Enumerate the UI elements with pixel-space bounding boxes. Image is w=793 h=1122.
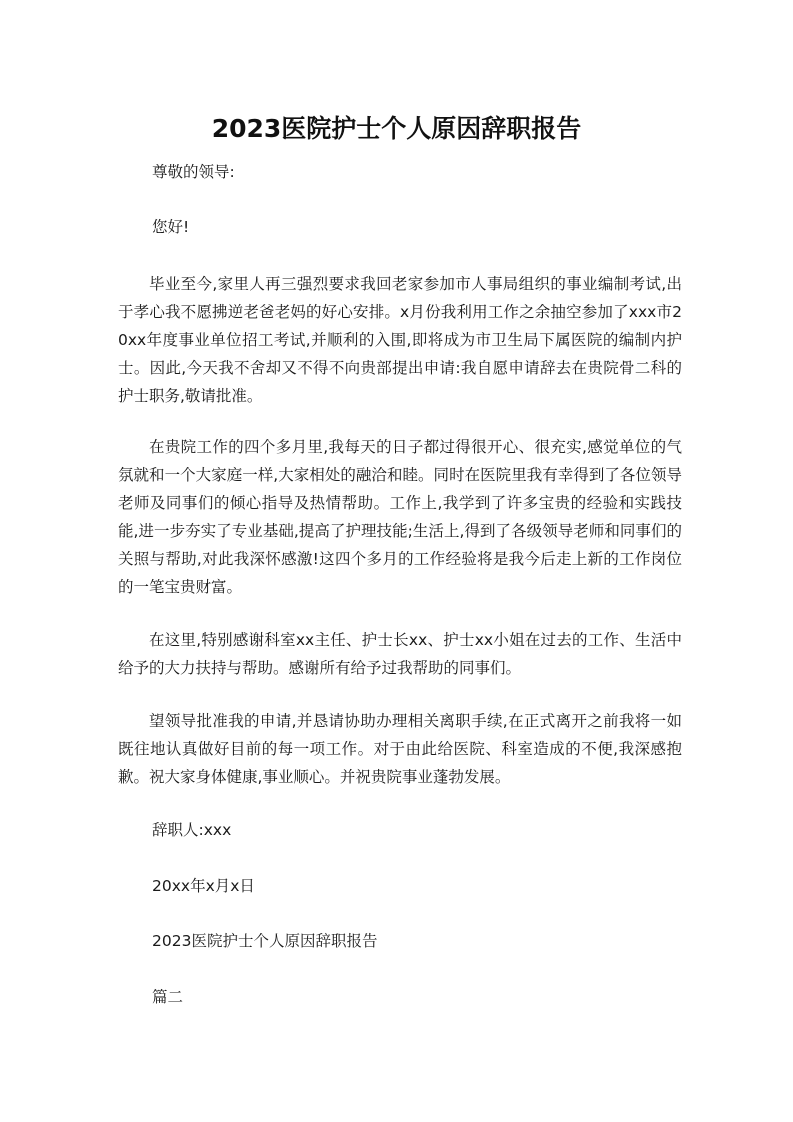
paragraph-2-block	[118, 433, 682, 601]
signature: 辞职人:xxx	[152, 821, 232, 839]
repeat-title-block	[118, 927, 682, 955]
paragraph: 在这里,特别感谢科室xx主任、护士长xx、护士xx小姐在过去的工作、生活中给予的大力扶持与帮助。感谢所有给予过我帮助的同事们。	[118, 631, 682, 677]
paragraph: 望领导批准我的申请,并恳请协助办理相关离职手续,在正式离开之前我将一如既往地认真做好目前的每一项工作。对于由此给医院、科室造成的不便,我深感抱歉。祝大家身体健康,事业顺心。并祝贵院事业蓬勃发展。	[118, 712, 682, 786]
paragraph-3-block	[118, 626, 682, 682]
paragraph: 毕业至今,家里人再三强烈要求我回老家参加市人事局组织的事业编制考试,出于孝心我不愿拂逆老爸老妈的好心安排。x月份我利用工作之余抽空参加了xxx市20xx年度事业单位招工考试,并顺利的入围,即将成为市卫生局下属医院的编制内护士。因此,今天我不舍却又不得不向贵部提出申请:我自愿申请辞去在贵院骨二科的护士职务,敬请批准。	[118, 275, 682, 405]
document-title: 2023医院护士个人原因辞职报告	[211, 114, 582, 143]
repeat-title: 2023医院护士个人原因辞职报告	[152, 932, 378, 950]
date-block	[118, 872, 682, 900]
section-label-block	[118, 983, 682, 1011]
paragraph: 在贵院工作的四个多月里,我每天的日子都过得很开心、很充实,感觉单位的气氛就和一个大家庭一样,大家相处的融洽和睦。同时在医院里我有幸得到了各位领导老师及同事们的倾心指导及热情帮助。工作上,我学到了许多宝贵的经验和实践技能,进一步夯实了专业基础,提高了护理技能;生活上,得到了各级领导老师和同事们的关照与帮助,对此我深怀感激!这四个多月的工作经验将是我今后走上新的工作岗位的一笔宝贵财富。	[118, 438, 682, 596]
date: 20xx年x月x日	[152, 877, 255, 895]
paragraph-1-block	[118, 270, 682, 410]
section-label: 篇二	[152, 988, 184, 1006]
greeting-block	[118, 213, 682, 241]
salutation: 尊敬的领导:	[152, 163, 235, 181]
salutation-block	[118, 158, 682, 186]
signature-block	[118, 816, 682, 844]
paragraph-4-block	[118, 707, 682, 791]
greeting: 您好!	[152, 218, 190, 236]
